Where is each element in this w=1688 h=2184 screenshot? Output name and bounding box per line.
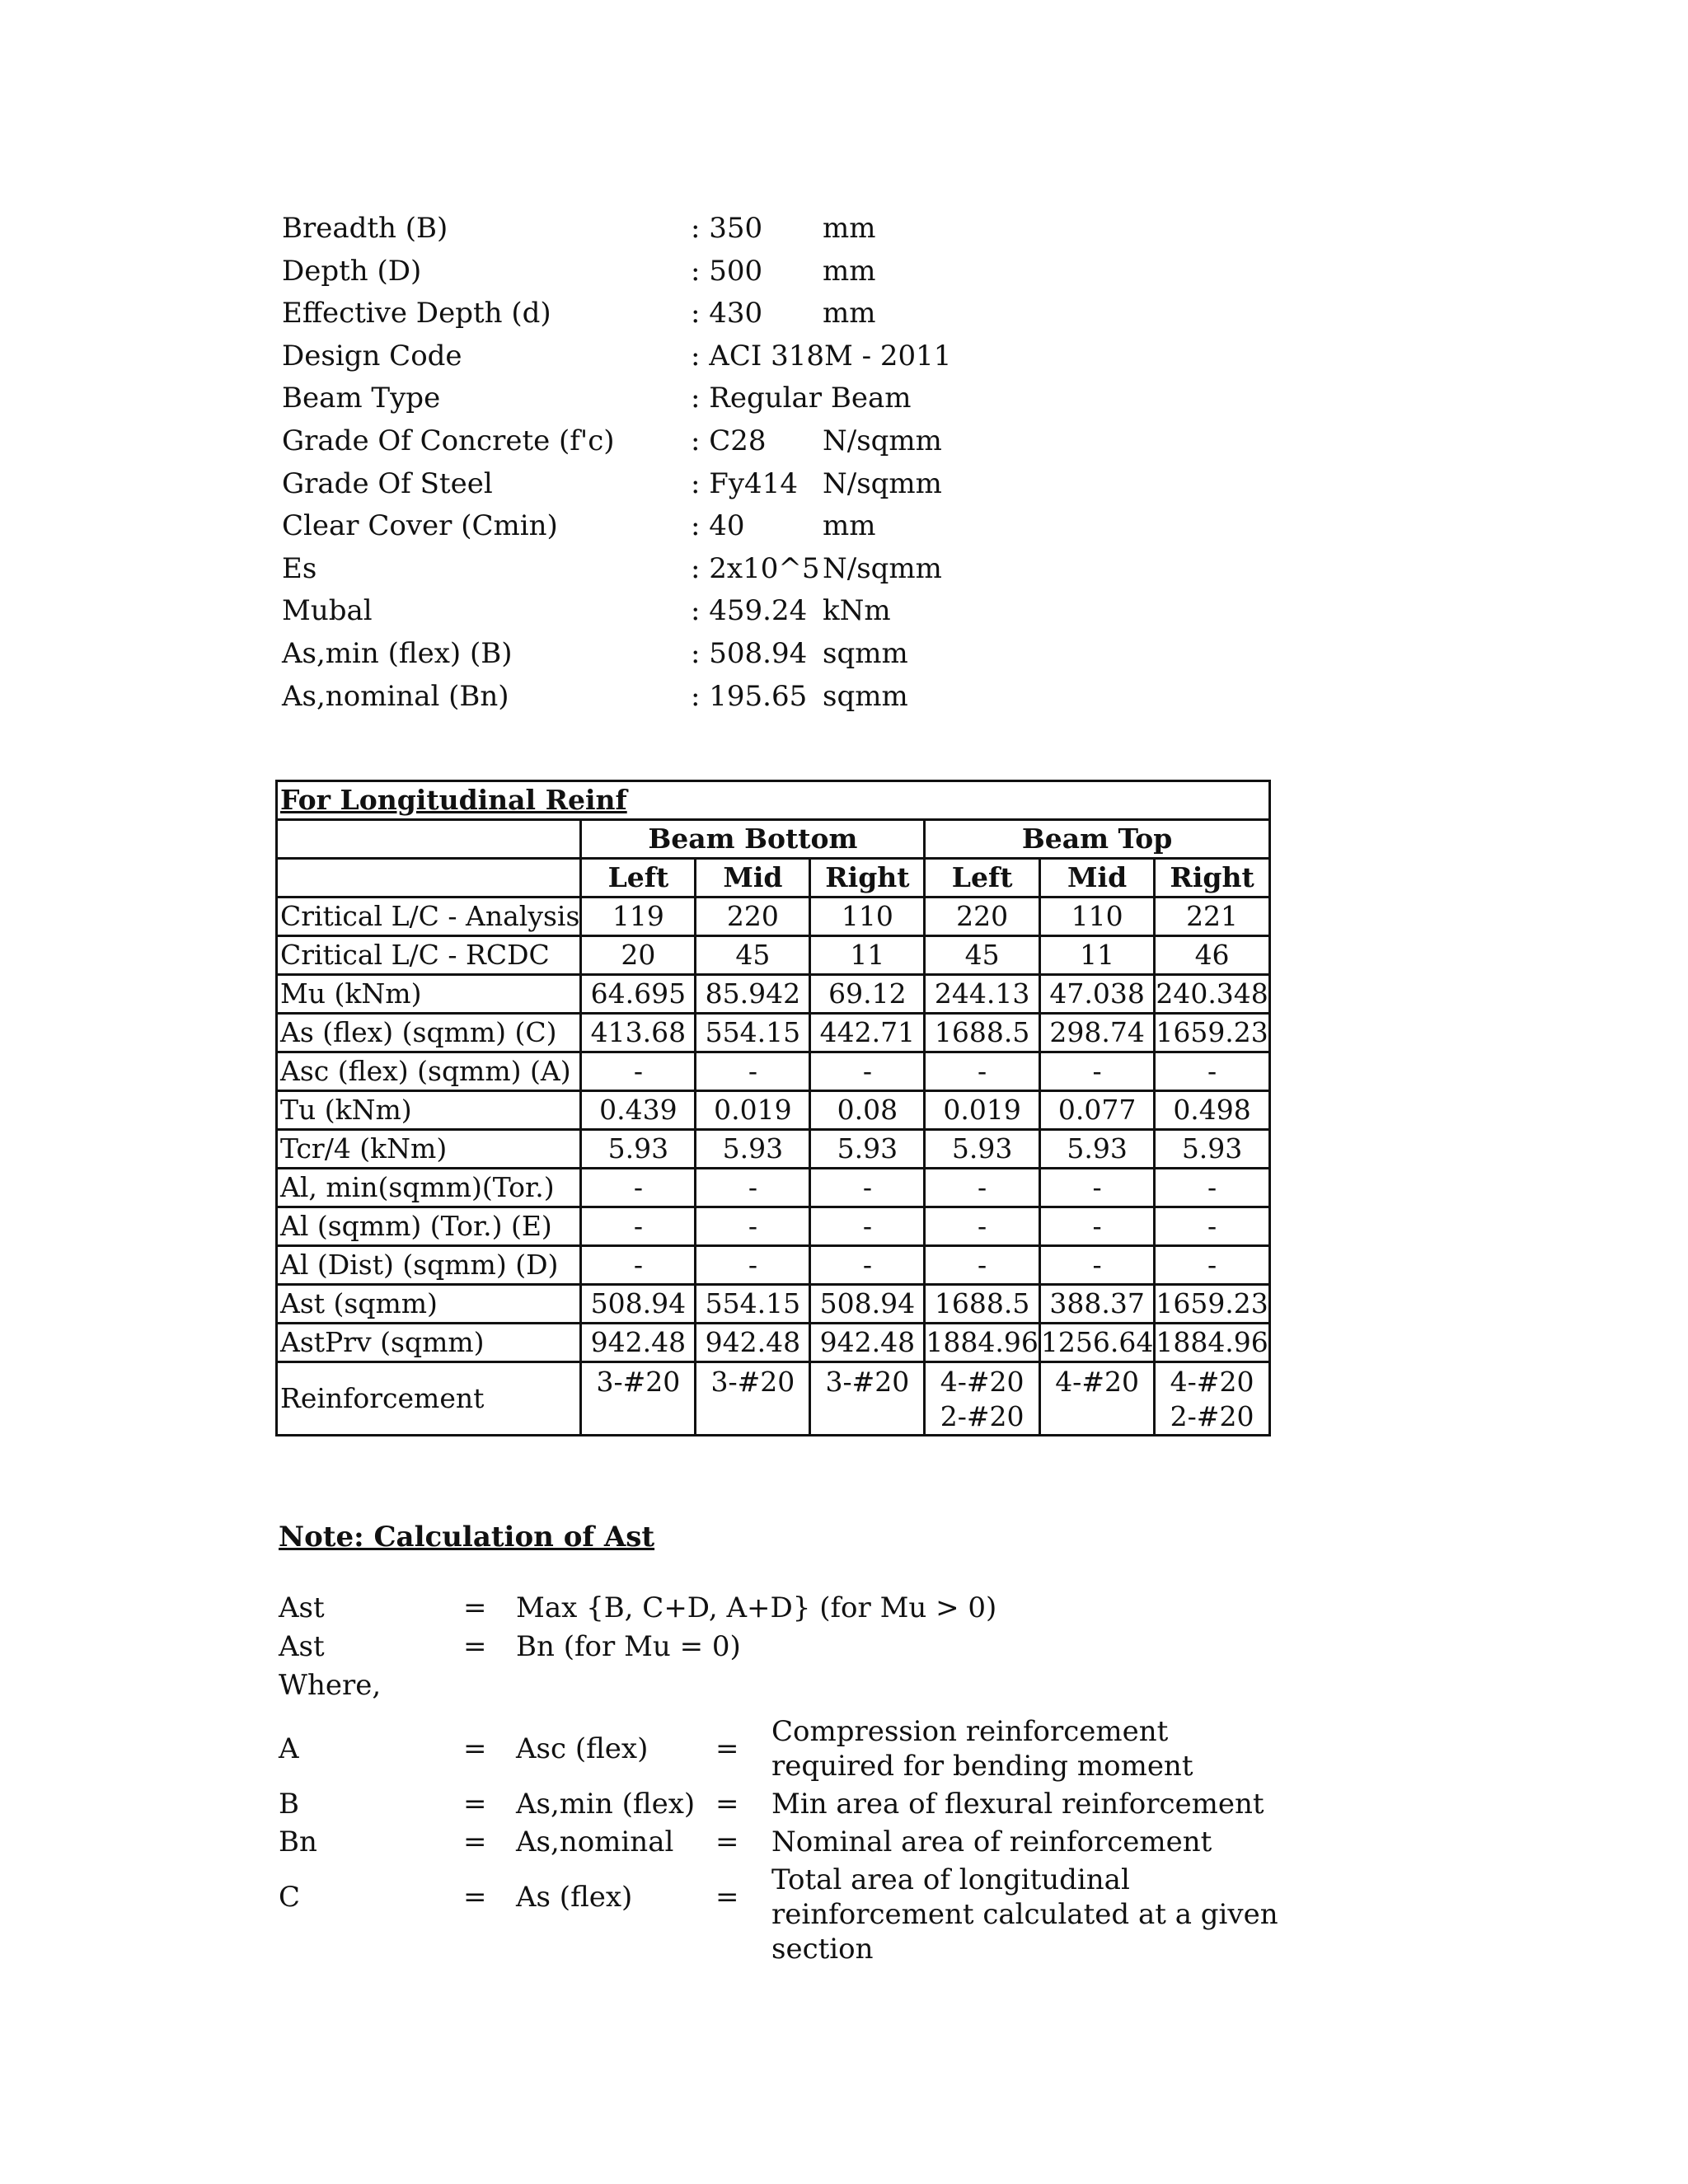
table-cell: 221 — [1155, 898, 1269, 936]
property-label: Clear Cover (Cmin) — [282, 509, 558, 543]
table-cell: 240.348 — [1155, 975, 1269, 1014]
table-cell: 1256.64 — [1039, 1324, 1154, 1362]
table-cell: 5.93 — [925, 1130, 1039, 1169]
formula-lhs: Ast — [279, 1630, 325, 1663]
cell-line: 2-#20 — [940, 1400, 1025, 1432]
column-header: Right — [810, 859, 925, 898]
property-unit: kNm — [823, 594, 891, 628]
property-label: As,min (flex) (B) — [282, 636, 513, 670]
cell-line: 2-#20 — [1170, 1400, 1254, 1432]
cell-line: 3-#20 — [825, 1366, 910, 1398]
table-cell: 45 — [925, 936, 1039, 975]
definition-symbol: B — [279, 1788, 299, 1821]
table-cell: 942.48 — [696, 1324, 810, 1362]
table-cell: 0.498 — [1155, 1091, 1269, 1130]
property-label: Grade Of Concrete (f'c) — [282, 424, 615, 457]
table-cell: 244.13 — [925, 975, 1039, 1014]
property-value: : 430 — [691, 297, 763, 330]
table-row — [277, 1014, 1270, 1052]
property-label: Grade Of Steel — [282, 466, 493, 500]
property-value: : 195.65 — [691, 679, 808, 713]
row-label: Critical L/C - Analysis — [277, 898, 581, 936]
table-cell: 554.15 — [696, 1285, 810, 1324]
row-label: Tcr/4 (kNm) — [277, 1130, 581, 1169]
table-row — [277, 1246, 1270, 1285]
definition-equals: = — [463, 1881, 487, 1914]
table-cell: - — [1155, 1207, 1269, 1246]
table-row — [277, 975, 1270, 1014]
table-cell: 20 — [581, 936, 696, 975]
row-label: Al (Dist) (sqmm) (D) — [277, 1246, 581, 1285]
table-cell: - — [1039, 1246, 1154, 1285]
definition-description: Compression reinforcement required for bending moment — [771, 1715, 1193, 1783]
table-cell: 220 — [925, 898, 1039, 936]
table-cell — [581, 1362, 696, 1436]
property-unit: N/sqmm — [823, 466, 942, 500]
table-cell: 508.94 — [581, 1285, 696, 1324]
table-row — [277, 1207, 1270, 1246]
property-unit: N/sqmm — [823, 424, 942, 457]
table-cell: 554.15 — [696, 1014, 810, 1052]
property-label: Depth (D) — [282, 254, 422, 288]
column-header: Right — [1155, 859, 1269, 898]
property-value: : Regular Beam — [691, 382, 912, 415]
table-cell: 298.74 — [1039, 1014, 1154, 1052]
property-unit: mm — [823, 254, 876, 288]
group-header-beam-top: Beam Top — [925, 820, 1269, 859]
table-cell: 1659.23 — [1155, 1014, 1269, 1052]
table-cell: 1884.96 — [1155, 1324, 1269, 1362]
row-label: As (flex) (sqmm) (C) — [277, 1014, 581, 1052]
column-header: Left — [581, 859, 696, 898]
property-label: Effective Depth (d) — [282, 297, 551, 330]
property-unit: sqmm — [823, 636, 908, 670]
table-cell — [925, 1362, 1039, 1436]
table-cell: - — [1155, 1052, 1269, 1091]
table-cell: - — [696, 1207, 810, 1246]
property-value: : 500 — [691, 254, 763, 288]
definition-equals: = — [715, 1788, 739, 1821]
table-cell: 442.71 — [810, 1014, 925, 1052]
cell-line: 3-#20 — [596, 1366, 681, 1398]
table-cell: - — [925, 1169, 1039, 1207]
table-cell: - — [581, 1246, 696, 1285]
table-cell: 110 — [1039, 898, 1154, 936]
cell-line: 4-#20 — [1170, 1366, 1254, 1398]
definition-description: Nominal area of reinforcement — [771, 1825, 1212, 1858]
property-value: : 2x10^5 — [691, 551, 820, 585]
table-cell — [1039, 1362, 1154, 1436]
property-value: : ACI 318M - 2011 — [691, 339, 952, 373]
property-unit: mm — [823, 509, 876, 543]
definition-equals: = — [463, 1732, 487, 1765]
formula-rhs: Max {B, C+D, A+D} (for Mu > 0) — [516, 1591, 997, 1624]
table-cell — [1155, 1362, 1269, 1436]
table-cell: 942.48 — [810, 1324, 925, 1362]
table-row — [277, 936, 1270, 975]
table-row — [277, 1130, 1270, 1169]
row-label: Mu (kNm) — [277, 975, 581, 1014]
table-cell: 0.019 — [925, 1091, 1039, 1130]
table-title: For Longitudinal Reinf — [277, 781, 1270, 820]
definition-equals: = — [715, 1881, 739, 1914]
row-label: Al, min(sqmm)(Tor.) — [277, 1169, 581, 1207]
property-label: Beam Type — [282, 382, 441, 415]
row-label: Critical L/C - RCDC — [277, 936, 581, 975]
table-header-blank — [277, 820, 581, 859]
table-cell: 47.038 — [1039, 975, 1154, 1014]
table-cell: - — [925, 1246, 1039, 1285]
table-cell: 0.08 — [810, 1091, 925, 1130]
table-cell: - — [925, 1052, 1039, 1091]
definition-description: Total area of longitudinal reinforcement calculated at a given section — [771, 1863, 1278, 1966]
formula-equals: = — [463, 1591, 487, 1624]
table-cell: 5.93 — [1039, 1130, 1154, 1169]
table-cell: - — [581, 1207, 696, 1246]
property-value: : Fy414 — [691, 466, 798, 500]
table-cell: - — [581, 1169, 696, 1207]
table-cell: - — [925, 1207, 1039, 1246]
table-cell: - — [810, 1246, 925, 1285]
property-label: Es — [282, 551, 317, 585]
table-cell: 11 — [810, 936, 925, 975]
table-cell: 0.077 — [1039, 1091, 1154, 1130]
definition-description: Min area of flexural reinforcement — [771, 1788, 1264, 1821]
table-row — [277, 1091, 1270, 1130]
table-row-reinforcement — [277, 1362, 1270, 1436]
row-label: AstPrv (sqmm) — [277, 1324, 581, 1362]
table-cell: 508.94 — [810, 1285, 925, 1324]
table-cell: - — [1039, 1207, 1154, 1246]
property-label: Design Code — [282, 339, 462, 373]
table-cell: 413.68 — [581, 1014, 696, 1052]
table-group-header-row — [277, 820, 1270, 859]
formula-rhs: Bn (for Mu = 0) — [516, 1630, 741, 1663]
cell-line: 4-#20 — [940, 1366, 1025, 1398]
table-cell: 69.12 — [810, 975, 925, 1014]
definition-symbol: Bn — [279, 1825, 317, 1858]
property-value: : 459.24 — [691, 594, 808, 628]
table-cell: - — [1039, 1169, 1154, 1207]
table-cell: 388.37 — [1039, 1285, 1154, 1324]
table-cell: - — [1039, 1052, 1154, 1091]
table-cell: 45 — [696, 936, 810, 975]
table-cell: - — [696, 1246, 810, 1285]
table-cell: - — [810, 1052, 925, 1091]
table-row — [277, 1324, 1270, 1362]
table-cell: 85.942 — [696, 975, 810, 1014]
row-label: Tu (kNm) — [277, 1091, 581, 1130]
reinforcement-table — [275, 780, 1271, 1436]
table-cell: 942.48 — [581, 1324, 696, 1362]
table-header-blank — [277, 859, 581, 898]
formula-equals: = — [463, 1630, 487, 1663]
definition-term: As,min (flex) — [516, 1788, 696, 1821]
table-cell: 1688.5 — [925, 1285, 1039, 1324]
column-header: Mid — [1039, 859, 1154, 898]
column-header: Mid — [696, 859, 810, 898]
row-label: Ast (sqmm) — [277, 1285, 581, 1324]
row-label: Reinforcement — [277, 1362, 581, 1436]
table-row — [277, 1052, 1270, 1091]
table-cell: 5.93 — [581, 1130, 696, 1169]
definition-equals: = — [715, 1825, 739, 1858]
table-body — [277, 898, 1270, 1362]
table-cell: 5.93 — [1155, 1130, 1269, 1169]
table-cell: - — [1155, 1246, 1269, 1285]
table-cell: 0.439 — [581, 1091, 696, 1130]
definition-equals: = — [463, 1825, 487, 1858]
definition-term: Asc (flex) — [516, 1732, 649, 1765]
property-value: : C28 — [691, 424, 767, 457]
table-cell: 1688.5 — [925, 1014, 1039, 1052]
property-label: Breadth (B) — [282, 212, 448, 245]
definition-term: As,nominal — [516, 1825, 674, 1858]
table-cell: 110 — [810, 898, 925, 936]
table-cell: 1884.96 — [925, 1324, 1039, 1362]
property-value: : 40 — [691, 509, 745, 543]
table-cell: 5.93 — [810, 1130, 925, 1169]
table-cell: 64.695 — [581, 975, 696, 1014]
definition-equals: = — [715, 1732, 739, 1765]
property-value: : 350 — [691, 212, 763, 245]
table-cell: - — [810, 1169, 925, 1207]
table-cell — [810, 1362, 925, 1436]
column-header: Left — [925, 859, 1039, 898]
definition-symbol: C — [279, 1881, 301, 1914]
row-label: Al (sqmm) (Tor.) (E) — [277, 1207, 581, 1246]
property-unit: sqmm — [823, 679, 908, 713]
table-row — [277, 1169, 1270, 1207]
table-cell: 46 — [1155, 936, 1269, 975]
table-cell: - — [696, 1169, 810, 1207]
table-cell: - — [696, 1052, 810, 1091]
note-title: Note: Calculation of Ast — [279, 1521, 655, 1554]
formula-lhs: Ast — [279, 1591, 325, 1624]
row-label: Asc (flex) (sqmm) (A) — [277, 1052, 581, 1091]
table-cell: 119 — [581, 898, 696, 936]
where-label: Where, — [279, 1669, 382, 1702]
definition-symbol: A — [279, 1732, 299, 1765]
table-cell: - — [810, 1207, 925, 1246]
property-unit: N/sqmm — [823, 551, 942, 585]
table-row — [277, 1285, 1270, 1324]
table-title-row — [277, 781, 1270, 820]
table-cell: - — [581, 1052, 696, 1091]
definition-term: As (flex) — [516, 1881, 633, 1914]
table-cell: 11 — [1039, 936, 1154, 975]
property-unit: mm — [823, 212, 876, 245]
table-cell: 1659.23 — [1155, 1285, 1269, 1324]
table-cell: 5.93 — [696, 1130, 810, 1169]
table-cell: 220 — [696, 898, 810, 936]
table-cell: - — [1155, 1169, 1269, 1207]
table-cell: 0.019 — [696, 1091, 810, 1130]
table-cell — [696, 1362, 810, 1436]
group-header-beam-bottom: Beam Bottom — [581, 820, 925, 859]
table-row — [277, 898, 1270, 936]
cell-line: 4-#20 — [1055, 1366, 1139, 1398]
cell-line: 3-#20 — [710, 1366, 795, 1398]
property-label: As,nominal (Bn) — [282, 679, 509, 713]
definition-equals: = — [463, 1788, 487, 1821]
property-unit: mm — [823, 297, 876, 330]
property-label: Mubal — [282, 594, 373, 628]
property-value: : 508.94 — [691, 636, 808, 670]
table-column-header-row — [277, 859, 1270, 898]
